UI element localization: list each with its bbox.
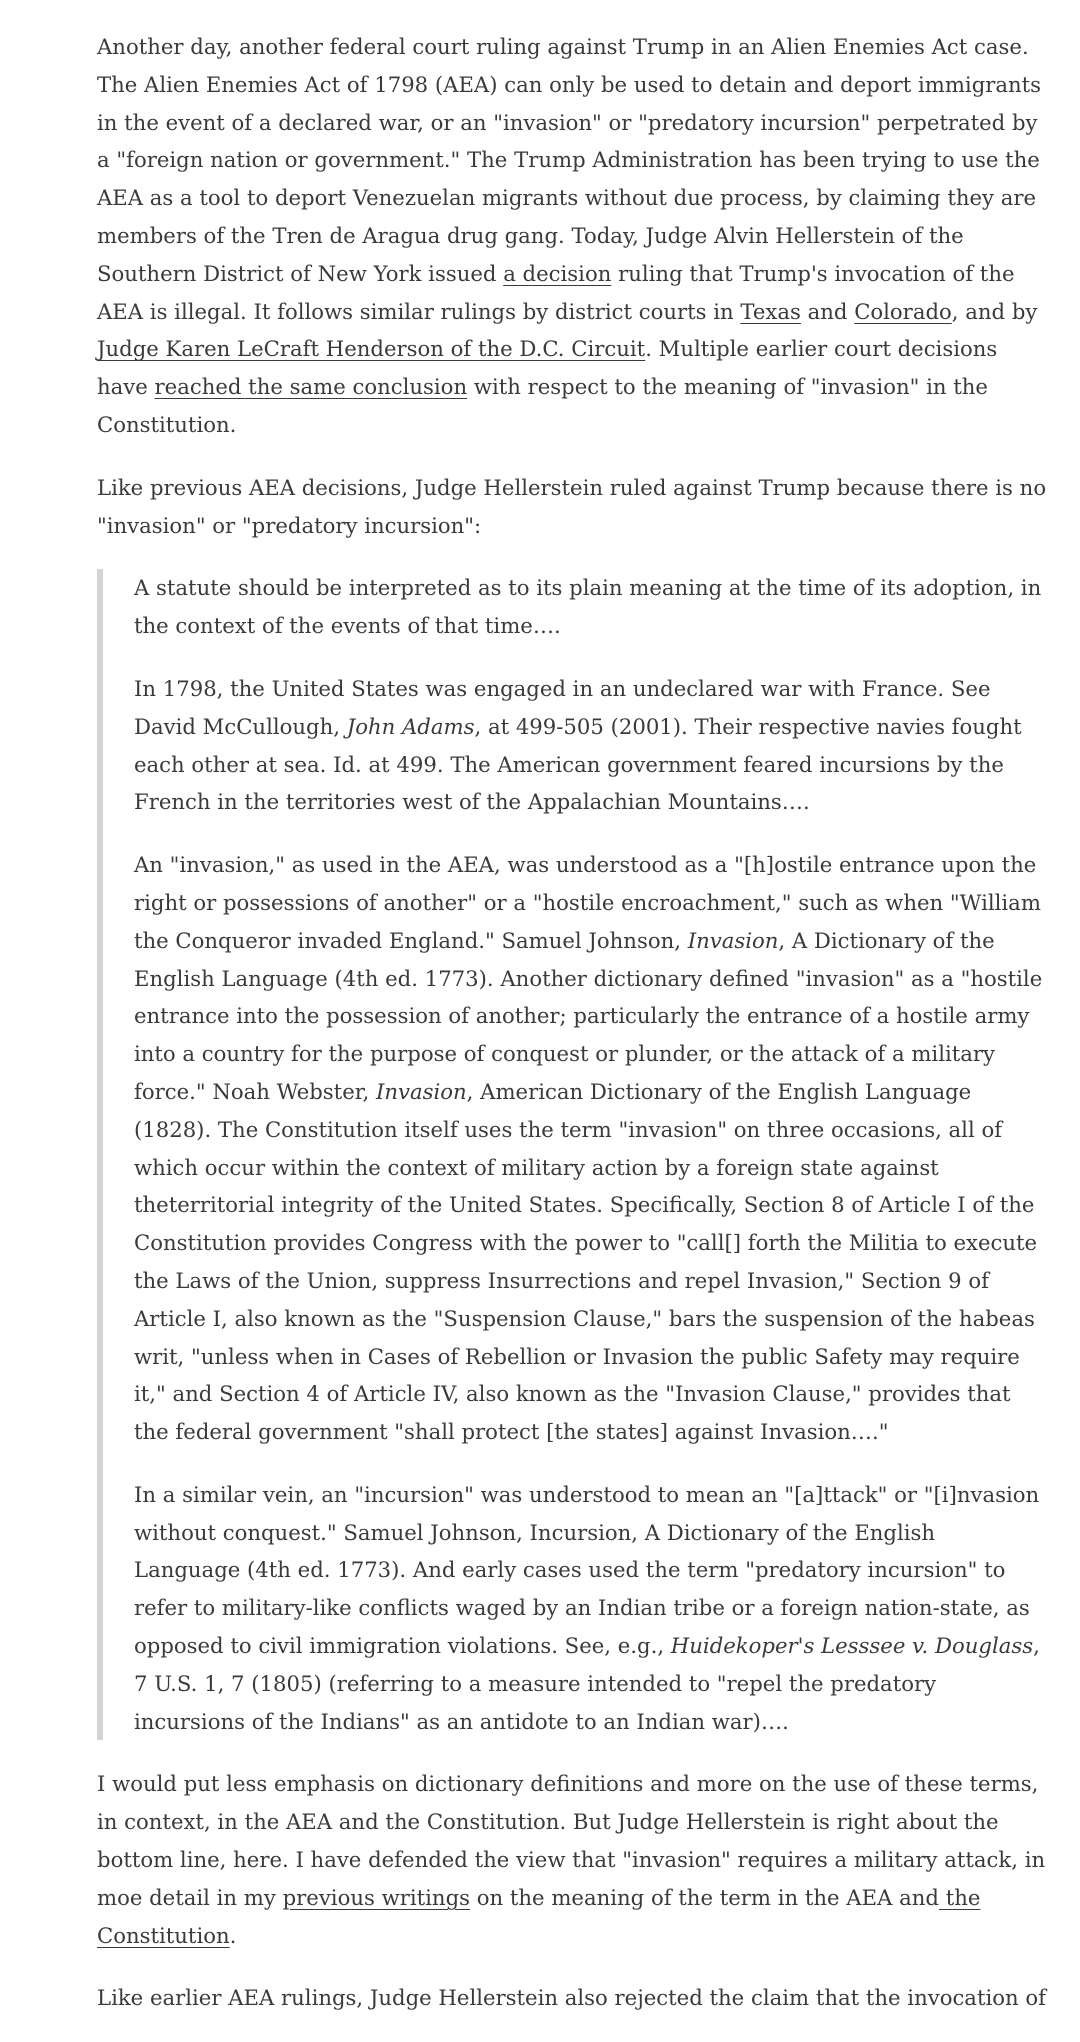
paragraph-text: .: [229, 1922, 237, 1948]
quote-paragraph-statute: A statute should be interpreted as to its plain meaning at the time of its adoption, in the context of the events of that time….: [134, 575, 1042, 639]
paragraph-earlier-rulings: Like earlier AEA rulings, Judge Hellerstein also rejected the claim that the invocation of: [97, 1985, 1046, 2011]
paragraph-author-view: [97, 1765, 1047, 1954]
quote-text: , at 499-505 (2001). Their respective navies fought each other at sea. Id. at 499. The American government feared incursions by the French in the territories west of the Appalachian Mountains….: [134, 713, 1022, 815]
paragraph-text: Another day, another federal court ruling against Trump in an Alien Enemies Act case. The Alien Enemies Act of 1798 (AEA) can only be used to detain and deport immigrants in the event of a declared war, or an "invasion" or "predatory incursion" perpetrated by a "foreign nation or government." The Trump Administration has been trying to use the AEA as a tool to deport Venezuelan migrants without due process, by claiming they are members of the Tren de Aragua drug gang. Today, Judge Alvin Hellerstein of the Southern District of New York issued: [97, 34, 1042, 286]
paragraph-text: . Multiple earlier court decisions have: [97, 336, 998, 400]
paragraph-text: with respect to the meaning of "invasion" in the Constitution.: [97, 374, 988, 437]
quote-text: , 7 U.S. 1, 7 (1805) (referring to a measure intended to "repel the predatory incursions of the Indians" as an antidote to an Indian war)….: [134, 1633, 1040, 1734]
paragraph-text: I would put less emphasis on dictionary definitions and more on the use of these terms, in context, in the AEA and the Constitution. But Judge Hellerstein is right about the bottom line, here. I have defended the view that "invasion" requires a military attack, in moe detail in my: [97, 1771, 1046, 1910]
quote-text: In 1798, the United States was engaged in an undeclared war with France. See David McCullough,: [134, 675, 991, 739]
paragraph-text: , and by: [951, 298, 1038, 324]
link-same-conclusion[interactable]: reached the same conclusion: [154, 374, 468, 400]
link-judge-henderson[interactable]: Judge Karen LeCraft Henderson of the D.C. Circuit: [97, 336, 646, 362]
link-colorado[interactable]: Colorado: [854, 298, 952, 324]
quote-italic-case-name: Huidekoper's Lesssee v. Douglass: [670, 1633, 1034, 1659]
link-the-constitution[interactable]: the Constitution: [97, 1884, 981, 1948]
quote-italic-citation: Invasion: [376, 1078, 467, 1104]
paragraph-intro: [97, 28, 1047, 444]
paragraph-text: and: [800, 298, 855, 324]
quote-text: , A Dictionary of the English Language (4th ed. 1773). Another dictionary defined "invasion" as a "hostile entrance into the possession of another; particularly the entrance of a hostile army into a country for the purpose of conquest or plunder, or the attack of a military force." Noah Webster,: [134, 927, 1043, 1104]
paragraph-text: ruling that Trump's invocation of the AEA is illegal. It follows similar rulings by district courts in: [97, 260, 1015, 324]
quote-italic-citation: John Adams: [346, 713, 475, 739]
quote-text: In a similar vein, an "incursion" was understood to mean an "[a]ttack" or "[i]nvasion without conquest." Samuel Johnson, Incursion, A Dictionary of the English Language (4th ed. 1773). And early cases used the term "predatory incursion" to refer to military-like conflicts waged by an Indian tribe or a foreign nation-state, as opposed to civil immigration violations. See, e.g.,: [134, 1481, 1040, 1659]
quote-paragraph-incursion: [134, 1476, 1047, 1741]
link-a-decision[interactable]: a decision: [503, 260, 612, 286]
blockquote-ruling-excerpt: [97, 569, 1047, 1740]
paragraph-text: on the meaning of the term in the AEA and: [470, 1884, 939, 1910]
link-texas[interactable]: Texas: [740, 298, 801, 324]
quote-text: , American Dictionary of the English Language (1828). The Constitution itself uses the term "invasion" on three occasions, all of which occur within the context of military action by a foreign state against theterritorial integrity of the United States. Specifically, Section 8 of Article I of the Constitution provides Congress with the power to "call[] forth the Militia to execute the Laws of the Union, suppress Insurrections and repel Invasion," Section 9 of Article I, also known as the "Suspension Clause," bars the suspension of the habeas writ, "unless when in Cases of Rebellion or Invasion the public Safety may require it," and Section 4 of Article IV, also known as the "Invasion Clause," provides that the federal government "shall protect [the states] against Invasion….": [134, 1078, 1038, 1445]
quote-paragraph-1798: [134, 670, 1047, 821]
paragraph-previous-decisions: Like previous AEA decisions, Judge Hellerstein ruled against Trump because there is no "invasion" or "predatory incursion":: [97, 474, 1047, 538]
article-body: [97, 28, 1047, 2042]
quote-italic-citation: Invasion: [687, 927, 779, 953]
quote-text: An "invasion," as used in the AEA, was understood as a "[h]ostile entrance upon the right or possessions of another" or a "hostile encroachment," such as when "William the Conqueror invaded England." Samuel Johnson,: [134, 852, 1041, 953]
quote-paragraph-invasion: [134, 846, 1047, 1451]
link-previous-writings[interactable]: previous writings: [282, 1884, 471, 1910]
